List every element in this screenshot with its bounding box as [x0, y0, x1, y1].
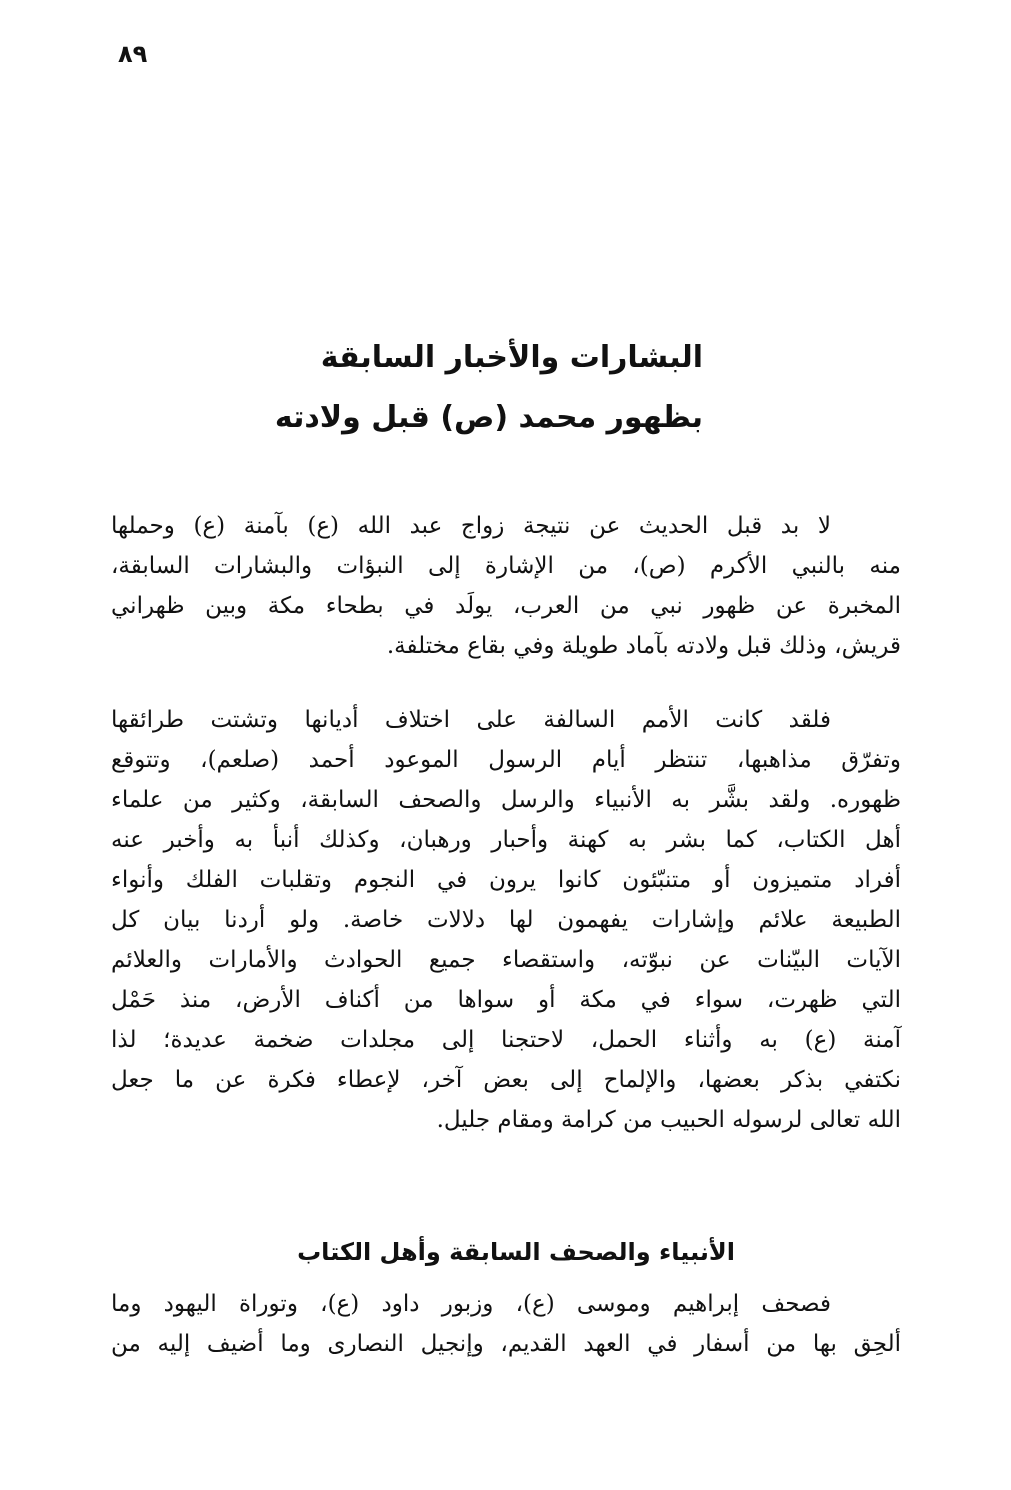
text-line: منه بالنبي الأكرم (ص)، من الإشارة إلى النبؤات والبشارات السابقة، [111, 553, 901, 579]
page-number: ٨٩ [118, 40, 148, 68]
text-line: أهل الكتاب، كما بشر به كهنة وأحبار ورهبان، وكذلك أنبأ به وأخبر عنه [111, 827, 901, 853]
text-line: آمنة (ع) به وأثناء الحمل، لاحتجنا إلى مجلدات ضخمة عديدة؛ لذا [111, 1027, 901, 1053]
text-line: وتفرّق مذاهبها، تنتظر أيام الرسول الموعود أحمد (صلعم)، وتتوقع [111, 747, 901, 773]
text-line: لا بد قبل الحديث عن نتيجة زواج عبد الله (ع) بآمنة (ع) وحملها [111, 513, 831, 539]
paragraph-2 [111, 700, 901, 1140]
text-line: الطبيعة علائم وإشارات يفهمون لها دلالات خاصة. ولو أردنا بيان كل [111, 907, 901, 933]
text-line: الله تعالى لرسوله الحبيب من كرامة ومقام جليل. [436, 1107, 901, 1133]
section-heading: الأنبياء والصحف السابقة وأهل الكتاب [297, 1238, 735, 1266]
text-line: التي ظهرت، سواء في مكة أو سواها من أكناف الأرض، منذ حَمْل [111, 987, 901, 1013]
paragraph-1 [111, 506, 901, 666]
paragraph-3 [111, 1284, 901, 1364]
text-line: ظهوره. ولقد بشَّر به الأنبياء والرسل والصحف السابقة، وكثير من علماء [111, 787, 901, 813]
text-line: نكتفي بذكر بعضها، والإلماح إلى بعض آخر، لإعطاء فكرة عن ما جعل [111, 1067, 901, 1093]
text-line: ألحِق بها من أسفار في العهد القديم، وإنجيل النصارى وما أضيف إليه من [111, 1331, 901, 1357]
text-line: قريش، وذلك قبل ولادته بآماد طويلة وفي بقاع مختلفة. [386, 633, 901, 659]
chapter-title-line-2: بظهور محمد (ص) قبل ولادته [274, 400, 703, 435]
text-line: المخبرة عن ظهور نبي من العرب، يولَد في بطحاء مكة وبين ظهراني [111, 593, 901, 619]
text-line: فصحف إبراهيم وموسى (ع)، وزبور داود (ع)، وتوراة اليهود وما [111, 1291, 831, 1317]
text-line: الآيات البيّنات عن نبوّته، واستقصاء جميع الحوادث والأمارات والعلائم [111, 947, 901, 973]
chapter-title [274, 328, 703, 448]
chapter-title-line-1: البشارات والأخبار السابقة [320, 340, 703, 375]
text-line: أفراد متميزون أو متنبّئون كانوا يرون في النجوم وتقلبات الفلك وأنواء [111, 867, 901, 893]
text-line: فلقد كانت الأمم السالفة على اختلاف أديانها وتشتت طرائقها [111, 707, 831, 733]
